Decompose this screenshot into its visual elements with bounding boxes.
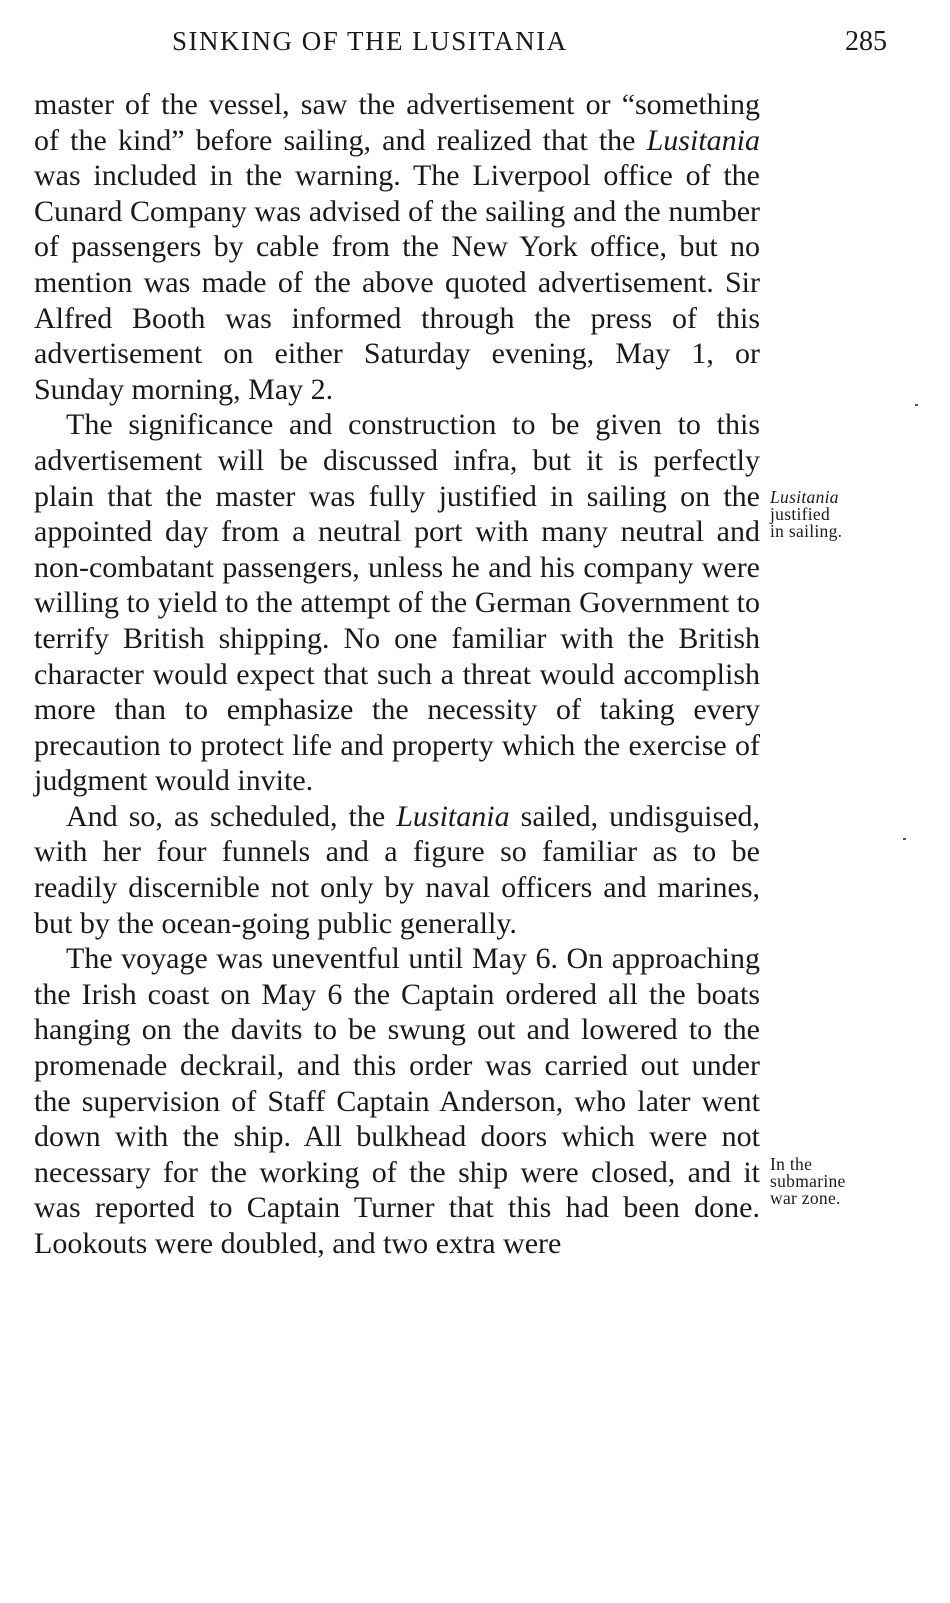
paragraph-1 bbox=[34, 87, 760, 407]
scan-speck bbox=[915, 404, 918, 406]
sidenote-lusitania-justified bbox=[770, 489, 842, 540]
sidenote-line: justified bbox=[770, 504, 831, 524]
paragraph-4: The voyage was uneventful until May 6. On approaching the Irish coast on May 6 the Captain ordered all the boats hanging on the davits to be swung out and lowered to the promenade deckrail, and this order was carried out under the supervision of Staff Captain Anderson, who later went down with the ship. All bulkhead doors which were not necessary for the working of the ship were closed, and it was reported to Captain Turner that this had been done. Lookouts were doubled, and two extra were bbox=[34, 942, 760, 1260]
paragraph-2: The significance and construction to be given to this advertisement will be discussed infra, but it is perfectly plain that the master was fully justified in sailing on the appointed day from a neutral port with many neutral and non-combatant passengers, unless he and his company were willing to yield to the attempt of the German Government to terrify British shipping. No one familiar with the British character would expect that such a threat would accomplish more than to emphasize the necessity of taking every precaution to protect life and property which the exercise of judgment would invite. bbox=[34, 408, 760, 798]
body-text bbox=[34, 87, 760, 1262]
paragraph-3-text-b: sailed, undisguised, with her four funnels and a figure so familiar as to be readily discernible not only by naval officers and marines, but by the ocean-going public generally. bbox=[34, 799, 761, 940]
paragraph-1-text-b: was included in the warning. The Liverpool office of the Cunard Company was advised of the sailing and the number of passengers by cable from the New York office, but no mention was made of the above quoted advertisement. Sir Alfred Booth was informed through the press of this advertisement on either Saturday evening, May 1, or Sunday morning, May 2. bbox=[34, 159, 760, 406]
paragraph-1-text-a: master of the vessel, saw the advertisement or “something of the kind” before sailing, and realized that the bbox=[34, 88, 760, 157]
page-number: 285 bbox=[845, 26, 887, 57]
sidenote-line: submarine bbox=[770, 1171, 846, 1191]
ship-name-italic: Lusitania bbox=[646, 123, 760, 157]
sidenote-line: Lusitania bbox=[770, 487, 839, 507]
sidenote-war-zone bbox=[770, 1156, 846, 1207]
sidenote-line: In the bbox=[770, 1154, 813, 1174]
ship-name-italic: Lusitania bbox=[396, 799, 510, 833]
running-title: SINKING OF THE LUSITANIA bbox=[172, 26, 568, 56]
running-header bbox=[0, 26, 950, 66]
scan-speck bbox=[903, 838, 906, 840]
paragraph-3-text-a: And so, as scheduled, the bbox=[66, 799, 397, 833]
sidenote-line: war zone. bbox=[770, 1188, 841, 1208]
sidenote-line: in sailing. bbox=[770, 521, 843, 541]
paragraph-3 bbox=[34, 799, 760, 941]
